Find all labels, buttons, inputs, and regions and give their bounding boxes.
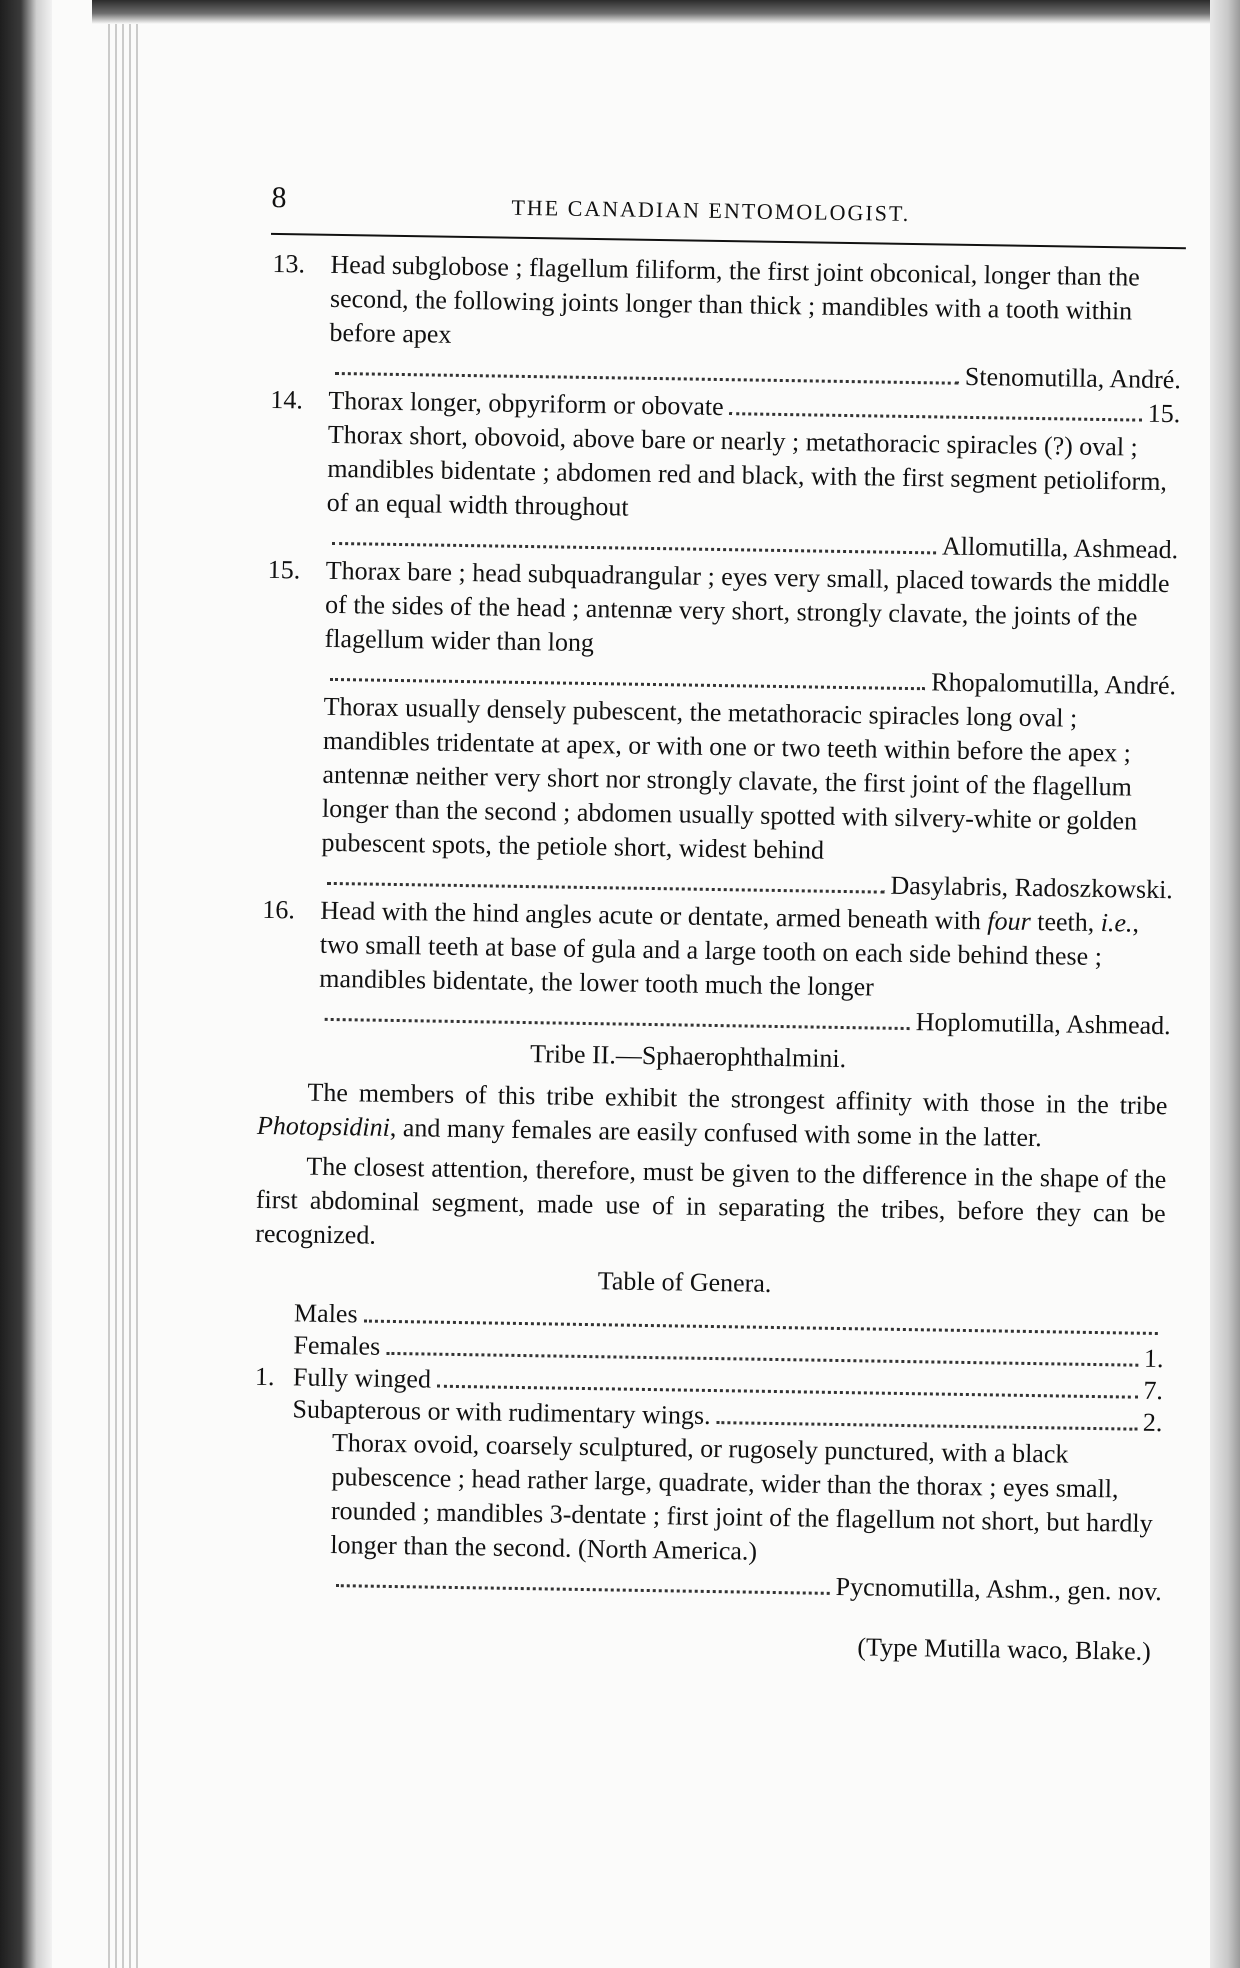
dot-leader: [730, 412, 1142, 421]
emphasis-text: four: [987, 906, 1031, 936]
page-content: [188, 170, 1192, 1695]
final-entry: [190, 1424, 1173, 1609]
paragraph-text: , and many females are easily confused with some in the latter.: [389, 1112, 1043, 1153]
couplet-15-alt: [201, 688, 1184, 907]
paragraph-tribe-affinity: [197, 1074, 1178, 1157]
tribe-heading: Tribe II.—Sphaerophthalmini.: [529, 1039, 847, 1074]
table-reference: 2.: [1142, 1407, 1163, 1438]
couplet-text: Head subglobose ; flagellum filiform, the first joint obconical, longer than the second, the following joints longer than thick ; mandibles with a tooth within before apex: [329, 249, 1141, 349]
table-reference: 1.: [1143, 1343, 1164, 1374]
type-note: (Type Mutilla waco, Blake.): [857, 1632, 1152, 1666]
genus-name: Allomutilla, Ashmead.: [941, 531, 1179, 565]
paragraph-closest-attention: The closest attention, therefore, must be given to the difference in the shape of the first abdominal segment, made use of in separating the tribes, before they can be recognized.: [255, 1151, 1167, 1250]
couplet-13: [209, 246, 1191, 397]
dot-leader: [336, 1584, 830, 1595]
genus-name: Rhopalomutilla, André.: [931, 667, 1177, 701]
couplet-16: [199, 892, 1181, 1043]
couplet-text: , two small teeth at base of gula and a large tooth on each side behind these ; mandibles bidentate, the lower tooth much the longer: [319, 908, 1140, 1002]
dot-leader: [330, 678, 925, 690]
dot-leader: [716, 1421, 1136, 1431]
book-binding-shadow: [0, 0, 52, 1968]
couplet-text: Thorax short, obovoid, above bare or nearly ; metathoracic spiracles (?) oval ; mandibles bidentate ; abdomen red and black, with the first segment petioliform, of an equal width throughout: [326, 419, 1168, 522]
couplet-number: 15.: [267, 554, 301, 585]
page-sheet: [52, 0, 1240, 1968]
dot-leader: [335, 372, 959, 385]
dot-leader: [325, 1018, 910, 1030]
paragraph-text: The members of this tribe exhibit the strongest affinity with those in the tribe: [307, 1077, 1168, 1121]
couplet-text: Thorax bare ; head subquadrangular ; eyes very small, placed towards the middle of the sides of the head ; antennæ very short, strongly clavate, the joints of the flagellum wider than long: [324, 555, 1170, 658]
running-head: THE CANADIAN ENTOMOLOGIST.: [511, 194, 911, 226]
table-heading: Table of Genera.: [597, 1266, 772, 1298]
couplet-leader: [330, 1562, 1162, 1609]
couplet-text: Head with the hind angles acute or dentate, armed beneath with: [320, 895, 988, 936]
table-label: Males: [293, 1298, 358, 1329]
genus-name: Hoplomutilla, Ashmead.: [915, 1007, 1171, 1041]
couplet-number: 14.: [270, 384, 304, 415]
table-label: Females: [293, 1330, 381, 1361]
couplet-text: teeth,: [1030, 906, 1101, 938]
dot-leader: [332, 542, 936, 554]
genus-name: Stenomutilla, André.: [964, 361, 1182, 395]
couplet-text: Thorax ovoid, coarsely sculptured, or rugosely punctured, with a black pubescence ; head rather large, quadrate, wider than the thorax ; eyes small, rounded ; mandibles 3-dentate ; first joint of the flagellum not short, but hardly longer than the second. (North America.): [330, 1428, 1153, 1566]
page-number: 8: [271, 180, 287, 215]
page-top-edge: [92, 0, 1240, 24]
gutter-lines: [108, 0, 138, 1968]
couplet-text: Thorax usually densely pubescent, the metathoracic spiracles long oval ; mandibles tridentate at apex, or with one or two teeth within before the apex ; antennæ neither very short nor strongly clavate, the first joint of the flagellum longer than the second ; abdomen usually spotted with silvery-white or golden pubescent spots, the petiole short, widest behind: [321, 691, 1138, 865]
couplet-14-alt: [206, 416, 1188, 567]
dot-leader: [327, 882, 885, 894]
couplet-number: 13.: [272, 248, 306, 279]
emphasis-text: Photopsidini: [256, 1110, 391, 1142]
table-label: Subapterous or with rudimentary wings.: [292, 1394, 711, 1430]
couplet-15: [204, 552, 1186, 703]
table-label: Fully winged: [292, 1362, 432, 1394]
table-reference: 7.: [1143, 1375, 1164, 1406]
couplet-reference: 15.: [1147, 398, 1181, 429]
emphasis-text: i.e.: [1100, 908, 1133, 938]
couplet-number: 1.: [254, 1361, 275, 1392]
genus-name: Dasylabris, Radoszkowski.: [890, 870, 1174, 905]
couplet-number: 16.: [262, 894, 296, 925]
genus-name: Pycnomutilla, Ashm., gen. nov.: [835, 1571, 1163, 1607]
couplet-text: Thorax longer, obpyriform or obovate: [328, 385, 724, 422]
page-right-edge: [1210, 0, 1240, 1968]
